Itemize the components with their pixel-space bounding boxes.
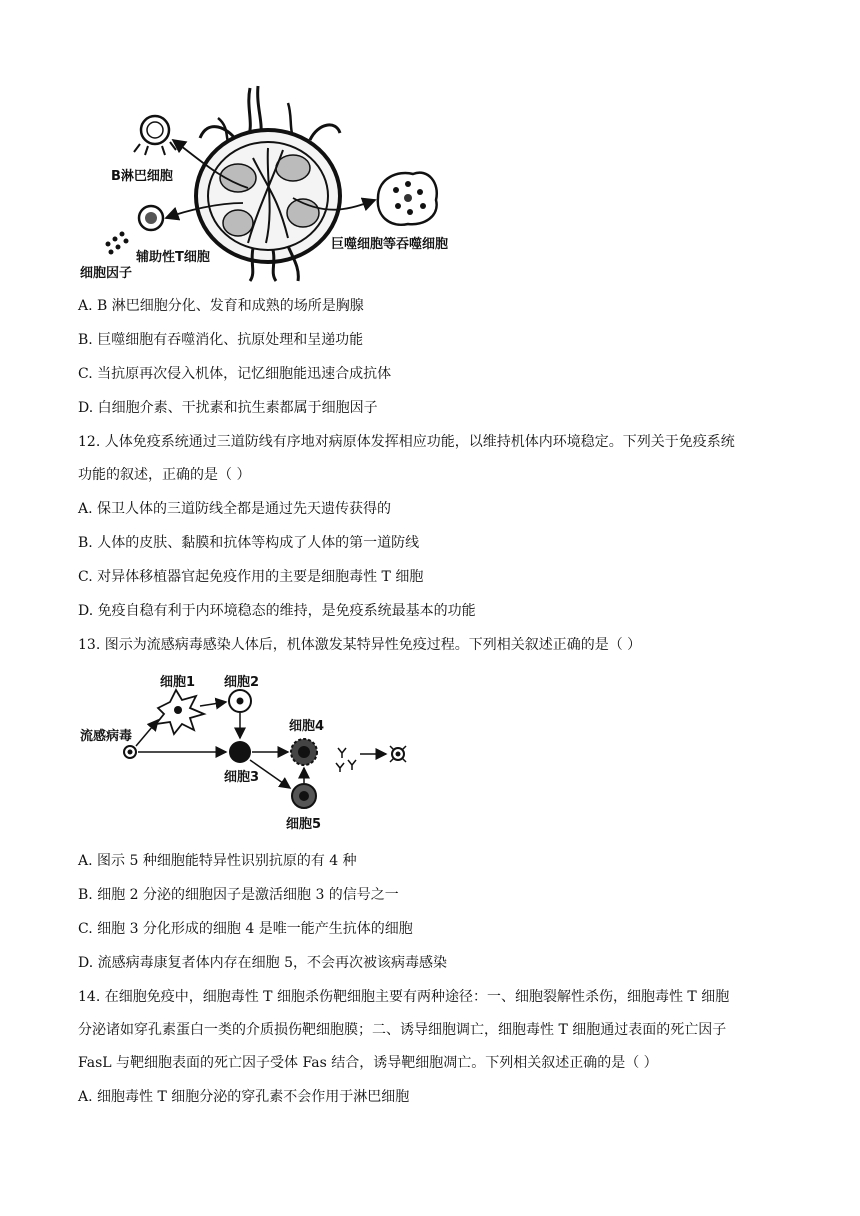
q12-option-d: D. 免疫自稳有利于内环境稳态的维持，是免疫系统最基本的功能 [78, 603, 476, 619]
cell3-label: 细胞3 [224, 770, 260, 785]
q12-stem-line2: 功能的叙述，正确的是（ ） [78, 467, 251, 483]
cell4-label: 细胞4 [289, 719, 325, 734]
macrophage-icon [378, 173, 437, 225]
immune-process-figure [78, 668, 418, 838]
helper-t-cell-icon [139, 206, 163, 230]
macrophage-label: 巨噬细胞等吞噬细胞 [331, 237, 449, 252]
b-cell-label: B淋巴细胞 [111, 169, 173, 184]
cell2-label: 细胞2 [224, 675, 260, 690]
q13-option-c: C. 细胞 3 分化形成的细胞 4 是唯一能产生抗体的细胞 [78, 921, 413, 937]
q12-option-a: A. 保卫人体的三道防线全都是通过先天遗传获得的 [78, 501, 392, 517]
q12-option-b: B. 人体的皮肤、黏膜和抗体等构成了人体的第一道防线 [78, 535, 420, 551]
cell1-label: 细胞1 [160, 675, 196, 690]
q13-stem: 13. 图示为流感病毒感染人体后，机体激发某特异性免疫过程。下列相关叙述正确的是（ ） [78, 637, 642, 653]
arrow-virus-to-cell1 [136, 720, 158, 746]
arrow-cell1-to-cell2 [200, 702, 226, 706]
q11-option-a: A. B 淋巴细胞分化、发育和成熟的场所是胸腺 [78, 298, 364, 314]
antibody-icon [336, 748, 356, 772]
q12-stem-line1: 12. 人体免疫系统通过三道防线有序地对病原体发挥相应功能，以维持机体内环境稳定。下列关于免疫系统 [78, 434, 735, 450]
cytokine-icon [106, 232, 129, 255]
q11-option-b: B. 巨噬细胞有吞噬消化、抗原处理和呈递功能 [78, 332, 364, 348]
helper-t-cell-label: 辅助性T细胞 [136, 250, 210, 265]
q14-stem-line2: 分泌诸如穿孔素蛋白一类的介质损伤靶细胞膜；二、诱导细胞调亡，细胞毒性 T 细胞通过表面的死亡因子 [78, 1022, 727, 1038]
lymph-node-illustration [196, 86, 340, 281]
neutralized-virus-icon [390, 746, 406, 762]
q13-option-b: B. 细胞 2 分泌的细胞因子是激活细胞 3 的信号之一 [78, 887, 399, 903]
q11-option-c: C. 当抗原再次侵入机体，记忆细胞能迅速合成抗体 [78, 366, 392, 382]
lymph-node-figure [78, 78, 478, 283]
q13-option-d: D. 流感病毒康复者体内存在细胞 5，不会再次被该病毒感染 [78, 955, 447, 971]
cytokine-label: 细胞因子 [80, 266, 133, 281]
cell3-icon [229, 741, 251, 763]
q13-option-a: A. 图示 5 种细胞能特异性识别抗原的有 4 种 [78, 853, 357, 869]
b-cell-icon [134, 116, 176, 155]
q14-stem-line3: FasL 与靶细胞表面的死亡因子受体 Fas 结合，诱导靶细胞凋亡。下列相关叙述正确的是（ ） [78, 1055, 658, 1071]
q11-option-d: D. 白细胞介素、干扰素和抗生素都属于细胞因子 [78, 400, 378, 416]
cell5-label: 细胞5 [286, 817, 322, 832]
q14-option-a: A. 细胞毒性 T 细胞分泌的穿孔素不会作用于淋巴细胞 [78, 1089, 410, 1105]
q14-stem-line1: 14. 在细胞免疫中，细胞毒性 T 细胞杀伤靶细胞主要有两种途径：一、细胞裂解性杀伤，细胞毒性 T 细胞 [78, 989, 730, 1005]
q12-option-c: C. 对异体移植器官起免疫作用的主要是细胞毒性 T 细胞 [78, 569, 424, 585]
virus-label: 流感病毒 [80, 729, 133, 744]
